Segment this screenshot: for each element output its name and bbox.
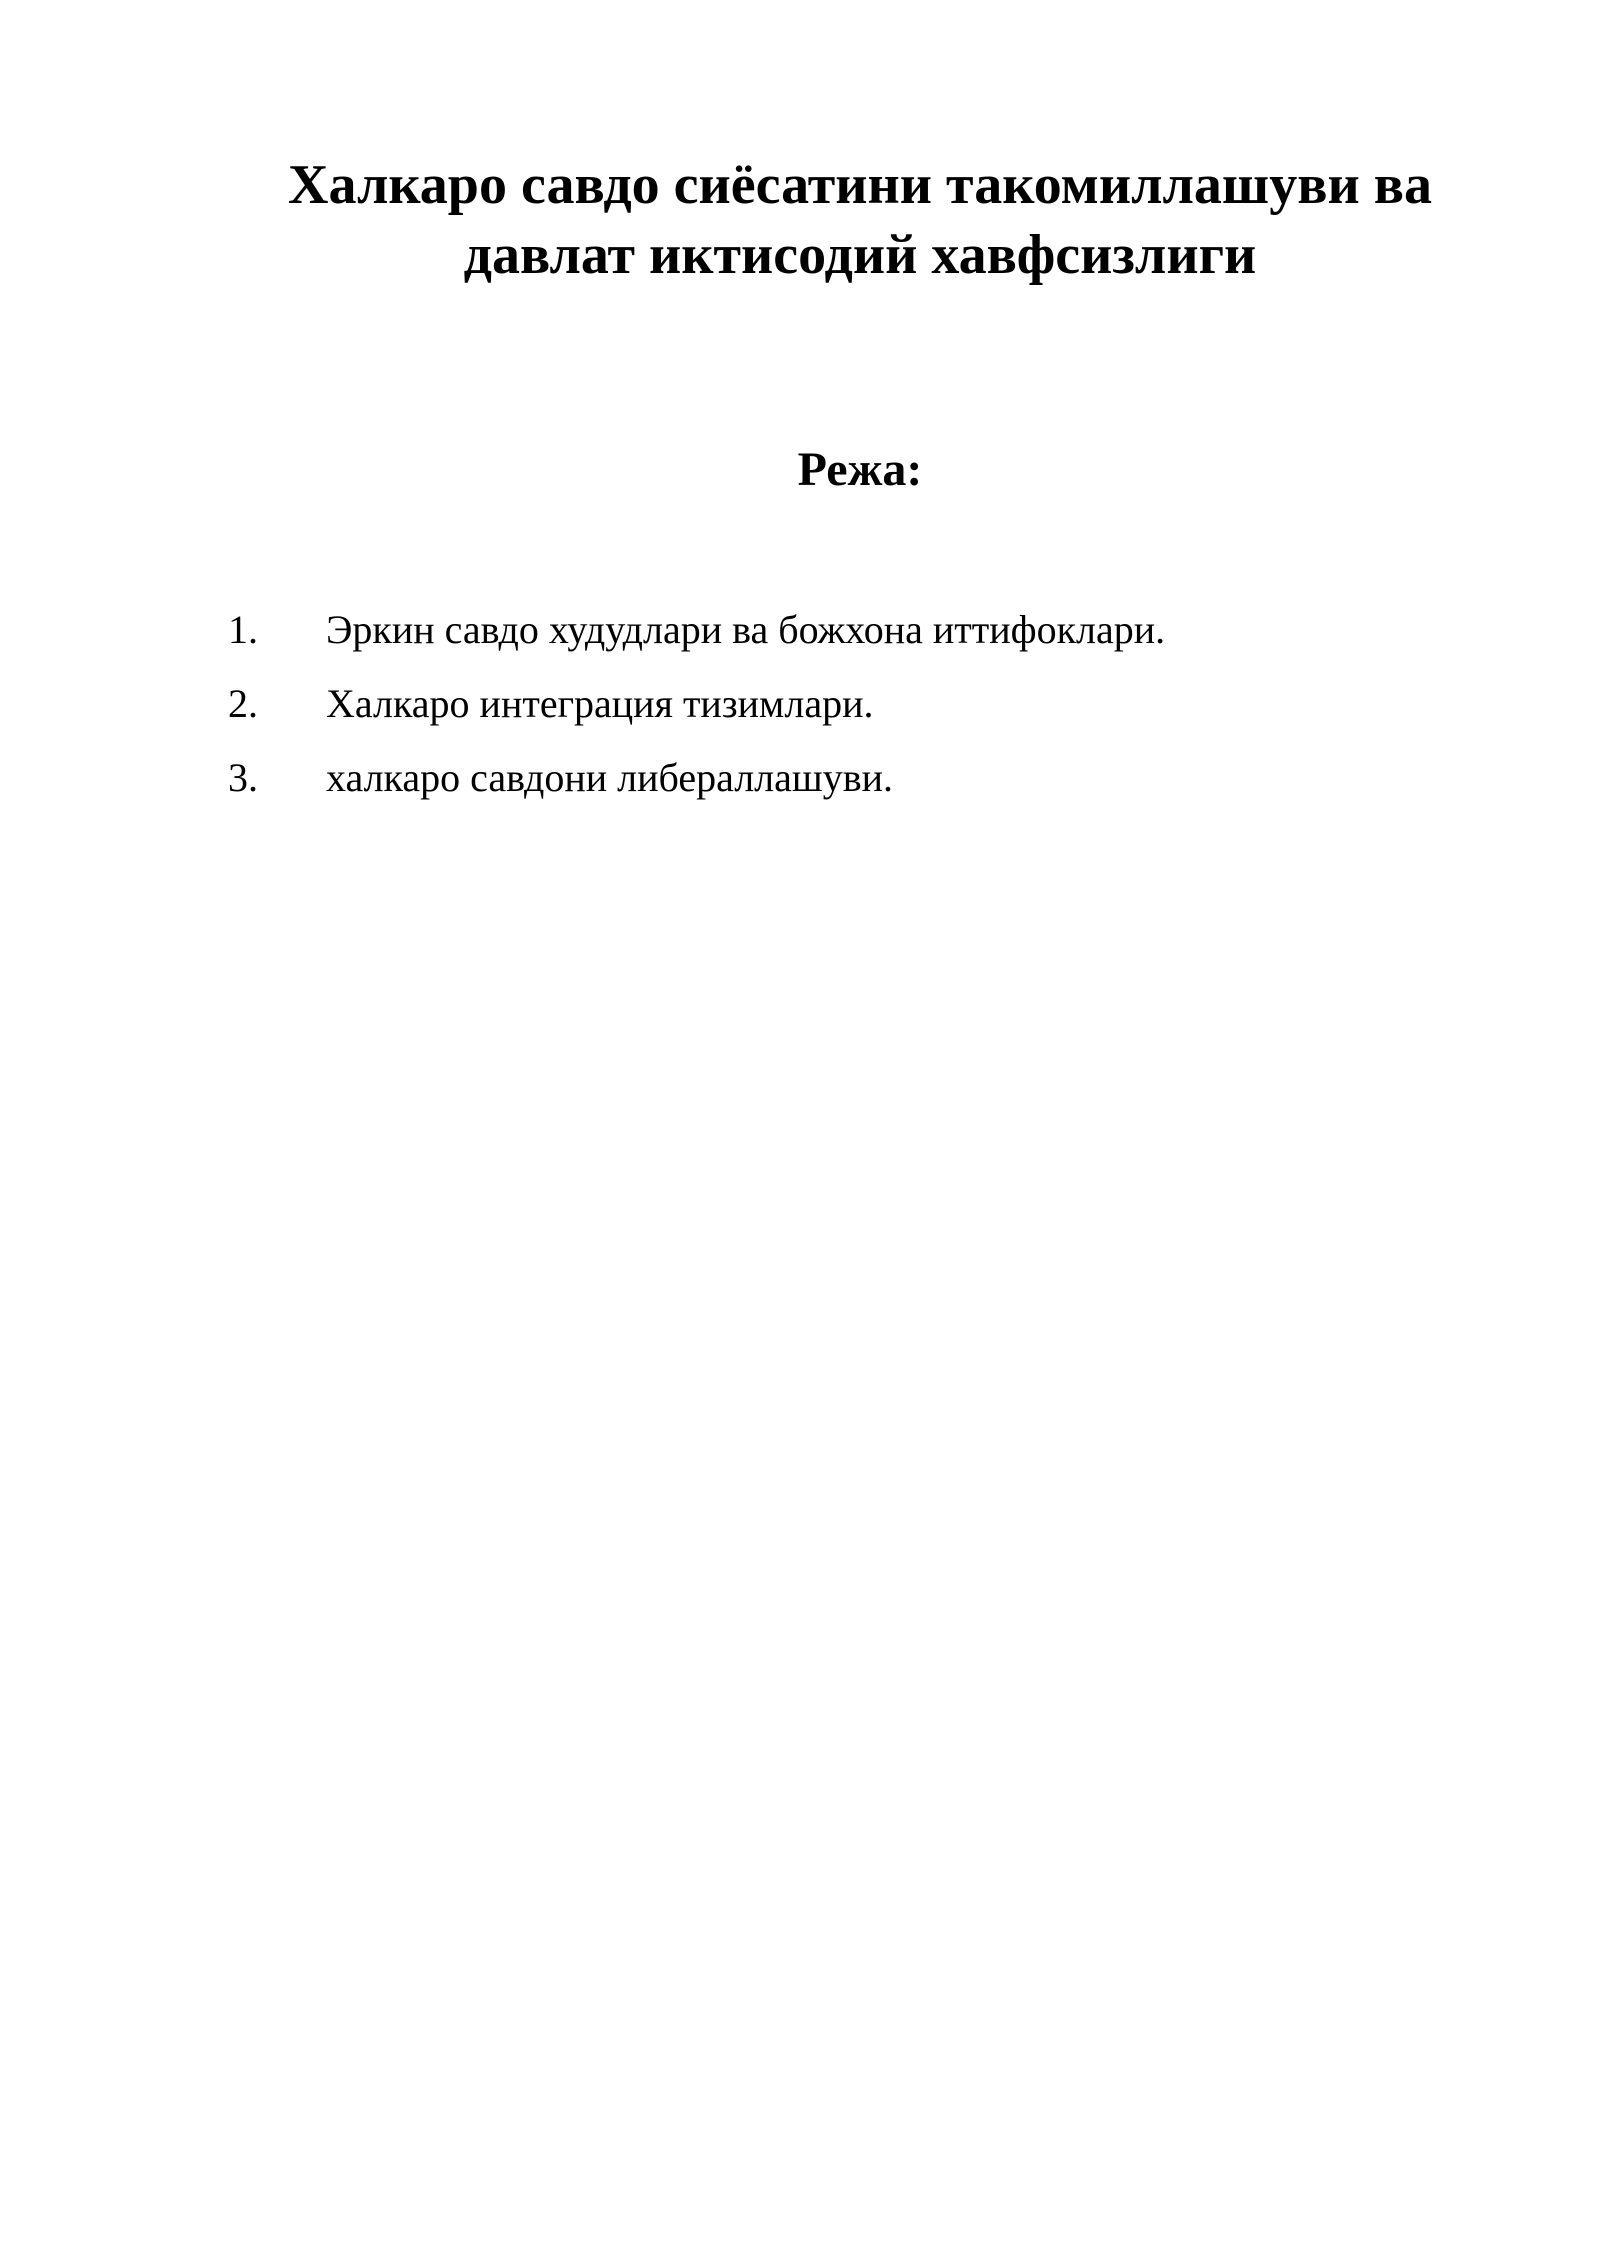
document-title (220, 150, 1500, 290)
plan-item-text: Эркин савдо худудлари ва божхона иттифоклари. (326, 607, 1166, 652)
plan-heading: Режа: (797, 443, 923, 496)
document-title-line-2: давлат иктисодий хавфсизлиги (463, 224, 1257, 286)
plan-list (228, 598, 1428, 820)
plan-item-3 (228, 746, 1428, 820)
plan-item-2 (228, 672, 1428, 746)
document-title-line-1: Халкаро савдо сиёсатини такомиллашуви ва (288, 154, 1432, 216)
plan-item-text: халкаро савдони либераллашуви. (326, 755, 893, 800)
plan-item-number: 2. (228, 681, 258, 726)
plan-item-number: 3. (228, 755, 258, 800)
plan-item-number: 1. (228, 607, 258, 652)
plan-item-text: Халкаро интеграция тизимлари. (326, 681, 874, 726)
plan-item-1 (228, 598, 1428, 672)
